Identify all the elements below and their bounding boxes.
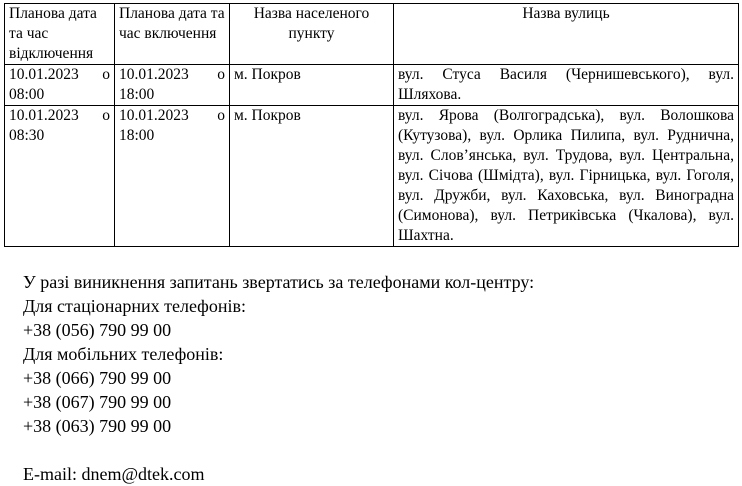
row-streets: вул. Стуса Василя (Чернишевського), вул. Шляхова. <box>394 65 739 106</box>
landline-label: Для стаціонарних телефонів: <box>23 296 246 316</box>
row-on-datetime: 10.01.2023 о 18:00 <box>115 65 230 106</box>
mobile-phone: +38 (066) 790 99 00 <box>23 368 172 388</box>
row-settlement: м. Покров <box>230 65 394 106</box>
row-streets: вул. Ярова (Волгоградська), вул. Волошкова (Кутузова), вул. Орлика Пилипа, вул. Руднична, вул. Слов’янська, вул. Трудова, вул. Центральна, вул. Січова (Шмідта), вул. Гірницька, вул. Гоголя, вул. Дружби, вул. Каховська, вул. Виноградна (Симонова), вул. Петриківська (Чкалова), вул. Шахтна. <box>394 106 739 247</box>
outage-schedule-table <box>4 3 739 247</box>
table-row <box>5 65 739 106</box>
mobile-phone: +38 (063) 790 99 00 <box>23 416 172 436</box>
row-settlement: м. Покров <box>230 106 394 247</box>
header-settlement: Назва населеного пункту <box>230 4 394 65</box>
header-off-datetime: Планова дата та час відключення <box>5 4 115 65</box>
row-off-datetime: 10.01.2023 о 08:00 <box>5 65 115 106</box>
email-address: E-mail: dnem@dtek.com <box>23 464 205 484</box>
mobile-label: Для мобільних телефонів: <box>23 344 224 364</box>
mobile-phone: +38 (067) 790 99 00 <box>23 392 172 412</box>
row-on-datetime: 10.01.2023 о 18:00 <box>115 106 230 247</box>
header-on-datetime: Планова дата та час включення <box>115 4 230 65</box>
contact-info <box>23 270 534 486</box>
spacer <box>23 438 534 462</box>
contact-intro: У разі виникнення запитань звертатись за телефонами кол-центру: <box>23 272 535 292</box>
header-streets: Назва вулиць <box>394 4 739 65</box>
table-row <box>5 106 739 247</box>
landline-phone: +38 (056) 790 99 00 <box>23 320 172 340</box>
row-off-datetime: 10.01.2023 о 08:30 <box>5 106 115 247</box>
table-header-row <box>5 4 739 65</box>
